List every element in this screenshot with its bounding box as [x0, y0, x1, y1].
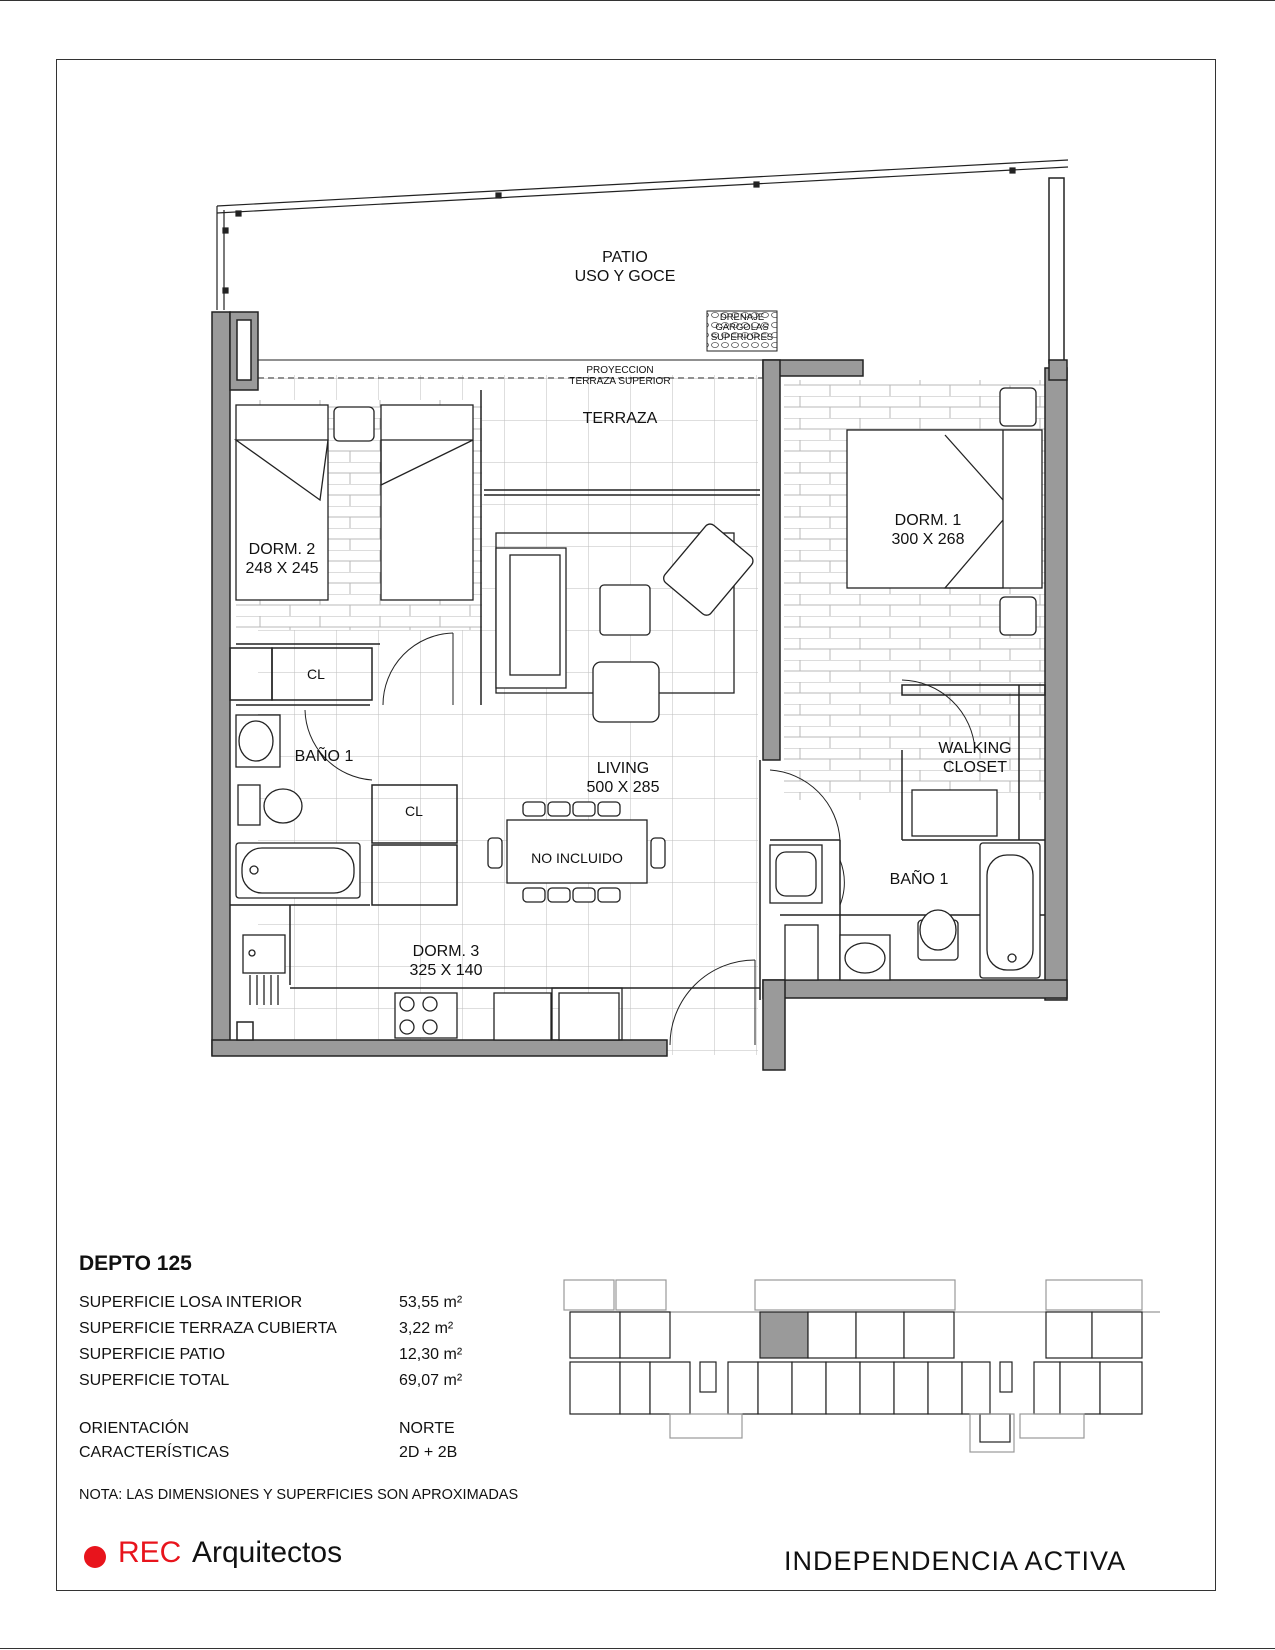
patio-label: PATIO USO Y GOCE — [574, 249, 676, 285]
ottoman — [600, 585, 650, 635]
bath-right-label: BAÑO 1 — [889, 871, 949, 888]
bed-dorm2-right — [381, 405, 473, 600]
projection-label: PROYECCION TERRAZA SUPERIOR — [569, 365, 671, 387]
spec-value: 69,07 m² — [399, 1372, 463, 1389]
closet-a-label: CL — [307, 666, 325, 682]
spec-label: SUPERFICIE TOTAL — [79, 1372, 230, 1389]
bath-right-fixtures — [770, 843, 1040, 980]
closet-b-label: CL — [405, 803, 423, 819]
spec-value: 12,30 m² — [399, 1346, 463, 1363]
living-label: LIVING 500 X 285 — [586, 760, 660, 796]
spec-label: SUPERFICIE PATIO — [79, 1346, 226, 1363]
features-value: 2D + 2B — [399, 1444, 458, 1461]
dorm3-label: DORM. 3 325 X 140 — [409, 943, 483, 979]
bed-dorm1 — [847, 430, 1042, 588]
orientation-label: ORIENTACIÓN — [79, 1420, 189, 1437]
drainage-label: DRENAJE GARGOLAS SUPERIORES — [710, 312, 774, 343]
features-label: CARACTERÍSTICAS — [79, 1444, 230, 1461]
sheet-bottom-border — [0, 1648, 1275, 1649]
spec-row — [79, 1372, 499, 1394]
spec-row — [79, 1346, 499, 1368]
dorm2-label: DORM. 2 248 X 245 — [245, 541, 319, 577]
armchair — [593, 662, 659, 722]
unit-title: DEPTO 125 — [79, 1252, 192, 1275]
building-key-plan — [560, 1276, 1180, 1456]
spec-label: SUPERFICIE LOSA INTERIOR — [79, 1294, 303, 1311]
orientation-value: NORTE — [399, 1420, 455, 1437]
logo-rec-text: REC — [118, 1536, 182, 1569]
project-name: INDEPENDENCIA ACTIVA — [784, 1546, 1127, 1576]
spec-row — [79, 1320, 499, 1342]
logo-dot-icon — [84, 1546, 106, 1568]
terraza-label: TERRAZA — [582, 410, 658, 427]
dimensions-note: NOTA: LAS DIMENSIONES Y SUPERFICIES SON APROXIMADAS — [79, 1487, 519, 1503]
orientation-row — [79, 1420, 499, 1442]
walking-closet-label: WALKING CLOSET — [938, 740, 1012, 776]
features-row — [79, 1444, 499, 1466]
spec-row — [79, 1294, 499, 1316]
spec-label: SUPERFICIE TERRAZA CUBIERTA — [79, 1320, 337, 1337]
spec-value: 3,22 m² — [399, 1320, 454, 1337]
closet-shelf — [912, 790, 997, 836]
spec-value: 53,55 m² — [399, 1294, 463, 1311]
logo-arquitectos-text: Arquitectos — [192, 1536, 343, 1569]
bath-left-label: BAÑO 1 — [294, 748, 354, 765]
unit-highlight — [760, 1312, 808, 1358]
dorm1-label: DORM. 1 300 X 268 — [891, 512, 965, 548]
dining-note-label: NO INCLUIDO — [531, 850, 623, 866]
